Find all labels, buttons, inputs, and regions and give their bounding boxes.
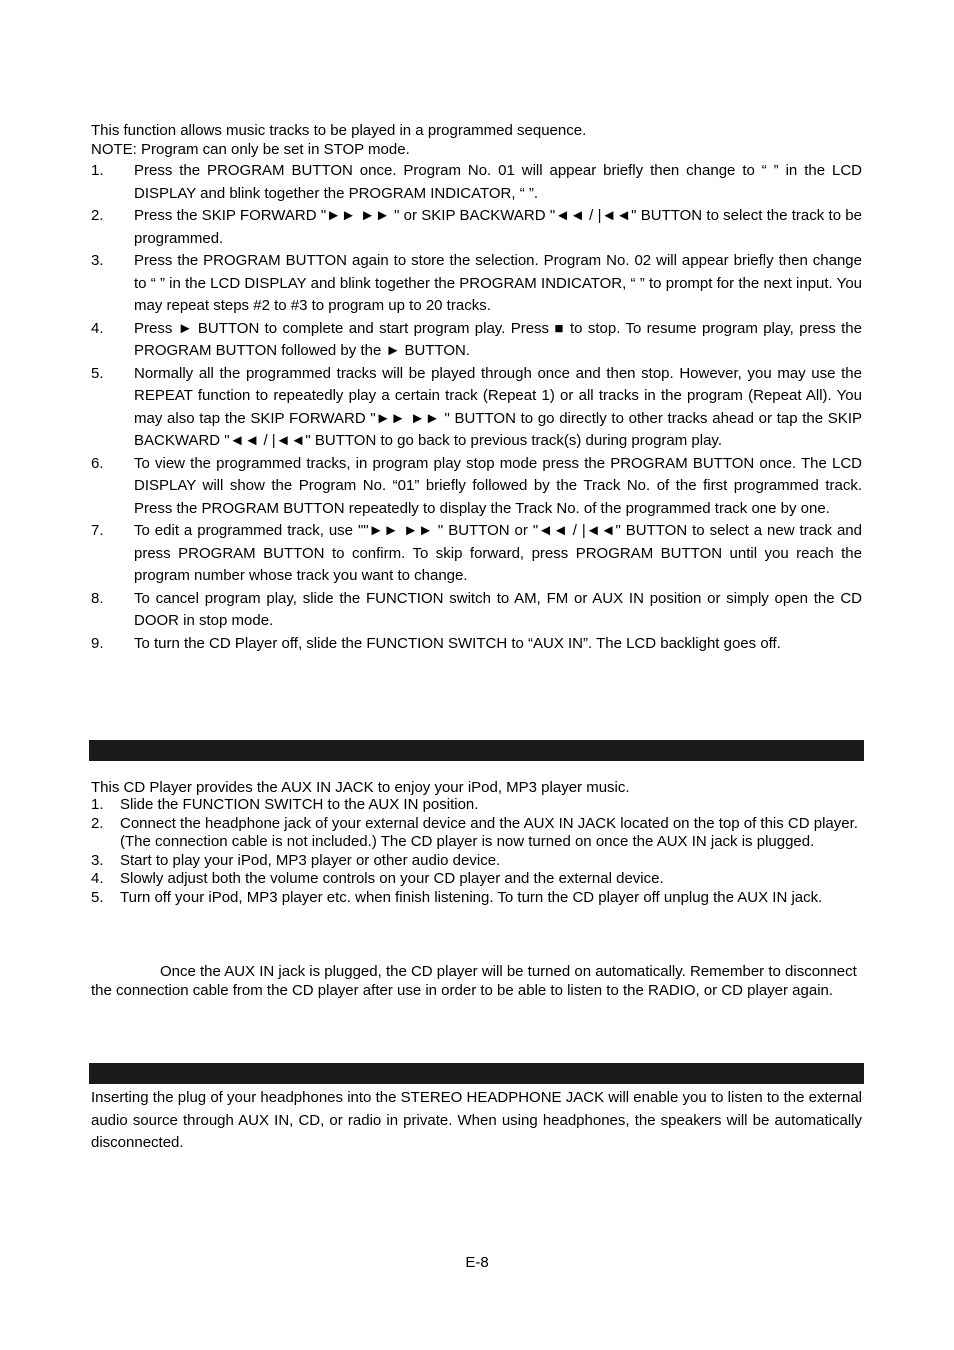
- headphone-text: Inserting the plug of your headphones into the STEREO HEADPHONE JACK will enable you to listen to the external audio source through AUX IN, CD, or radio in private. When using headphones, the speakers will be automatically disconnected.: [91, 1089, 862, 1151]
- step-number: 9.: [91, 634, 104, 652]
- step-text: To cancel program play, slide the FUNCTION switch to AM, FM or AUX IN position or simply open the CD DOOR in stop mode.: [134, 589, 862, 629]
- step-text: To edit a programmed track, use ""►► ►► " BUTTON or "◄◄ / |◄◄" BUTTON to select a new track and press PROGRAM BUTTON to confirm. To skip forward, press PROGRAM BUTTON until you reach the program number whose track you want to change.: [134, 522, 862, 584]
- step-number: 2.: [91, 207, 104, 224]
- step-number: 5.: [91, 888, 104, 906]
- step-text: Press the SKIP FORWARD "►► ►► " or SKIP BACKWARD "◄◄ / |◄◄" BUTTON to select the track to be programmed.: [134, 207, 862, 247]
- headphone-section-bar: [89, 1063, 864, 1084]
- list-item: [91, 852, 862, 871]
- step-number: 2.: [91, 814, 104, 832]
- step-number: 3.: [91, 252, 104, 269]
- aux-intro-block: [91, 778, 862, 797]
- step-number: 1.: [91, 162, 104, 179]
- aux-steps-list: [91, 796, 862, 907]
- program-steps-list: [91, 160, 862, 655]
- step-text: Normally all the programmed tracks will be played through once and then stop. However, you may use the REPEAT function to repeatedly play a certain track (Repeat 1) or all tracks in the program (Repeat All). You may also tap the SKIP FORWARD "►► ►► " BUTTON to go directly to other tracks ahead or tap the SKIP BACKWARD "◄◄ / |◄◄" BUTTON to go back to previous track(s) during program play.: [134, 364, 862, 449]
- list-item: [91, 796, 862, 815]
- step-text: To view the programmed tracks, in program play stop mode press the PROGRAM BUTTON once. The LCD DISPLAY will show the Program No. “01” briefly followed by the Track No. of the first programmed track. Press the PROGRAM BUTTON repeatedly to display the Track No. of the programmed track one by one.: [134, 454, 862, 517]
- list-item: [91, 588, 862, 633]
- list-item: [91, 633, 862, 656]
- list-item: [91, 453, 862, 521]
- step-number: 7.: [91, 522, 104, 539]
- step-text: Turn off your iPod, MP3 player etc. when finish listening. To turn the CD player off unplug the AUX IN jack.: [120, 888, 823, 906]
- list-item: [91, 870, 862, 889]
- step-number: 3.: [91, 851, 104, 869]
- step-number: 8.: [91, 589, 104, 607]
- program-intro: This function allows music tracks to be played in a programmed sequence.: [91, 122, 587, 139]
- step-text: Slide the FUNCTION SWITCH to the AUX IN position.: [120, 796, 479, 813]
- step-text: Start to play your iPod, MP3 player or other audio device.: [120, 851, 501, 869]
- program-note: NOTE: Program can only be set in STOP mode.: [91, 141, 410, 158]
- list-item: [91, 815, 862, 852]
- list-item: [91, 250, 862, 318]
- step-text: To turn the CD Player off, slide the FUNCTION SWITCH to “AUX IN”. The LCD backlight goes off.: [134, 634, 781, 652]
- page-number: E-8: [465, 1254, 489, 1271]
- step-number: 4.: [91, 319, 104, 337]
- list-item: [91, 520, 862, 588]
- step-number: 1.: [91, 796, 104, 813]
- aux-section-bar: [89, 740, 864, 761]
- aux-intro: This CD Player provides the AUX IN JACK to enjoy your iPod, MP3 player music.: [91, 779, 630, 796]
- step-text: Press ► BUTTON to complete and start program play. Press ■ to stop. To resume program play, press the PROGRAM BUTTON followed by the ► BUTTON.: [134, 319, 862, 359]
- list-item: [91, 889, 862, 908]
- list-item: [91, 363, 862, 453]
- aux-note: Once the AUX IN jack is plugged, the CD player will be turned on automatically. Remember to disconnect the connection cable from the CD player after use in order to be able to listen to the RADIO, or CD player again.: [91, 963, 857, 999]
- step-text: Slowly adjust both the volume controls on your CD player and the external device.: [120, 870, 664, 887]
- step-text: Press the PROGRAM BUTTON once. Program No. 01 will appear briefly then change to “ ” in the LCD DISPLAY and blink together the PROGRAM INDICATOR, “ ”.: [134, 162, 862, 202]
- step-text: Press the PROGRAM BUTTON again to store the selection. Program No. 02 will appear briefly then change to “ ” in the LCD DISPLAY and blink together the PROGRAM INDICATOR, “ ” to prompt for the next input. You may repeat steps #2 to #3 to program up to 20 tracks.: [134, 252, 862, 314]
- list-item: [91, 160, 862, 205]
- step-number: 5.: [91, 364, 104, 382]
- headphone-block: [91, 1087, 862, 1155]
- step-text: Connect the headphone jack of your external device and the AUX IN JACK located on the top of this CD player. (The connection cable is not included.) The CD player is now turned on once the AUX IN jack is plugged.: [120, 814, 858, 850]
- program-intro-block: [91, 121, 862, 159]
- step-number: 4.: [91, 870, 104, 887]
- step-number: 6.: [91, 454, 104, 472]
- list-item: [91, 205, 862, 250]
- list-item: [91, 318, 862, 363]
- aux-note-block: [91, 962, 862, 1000]
